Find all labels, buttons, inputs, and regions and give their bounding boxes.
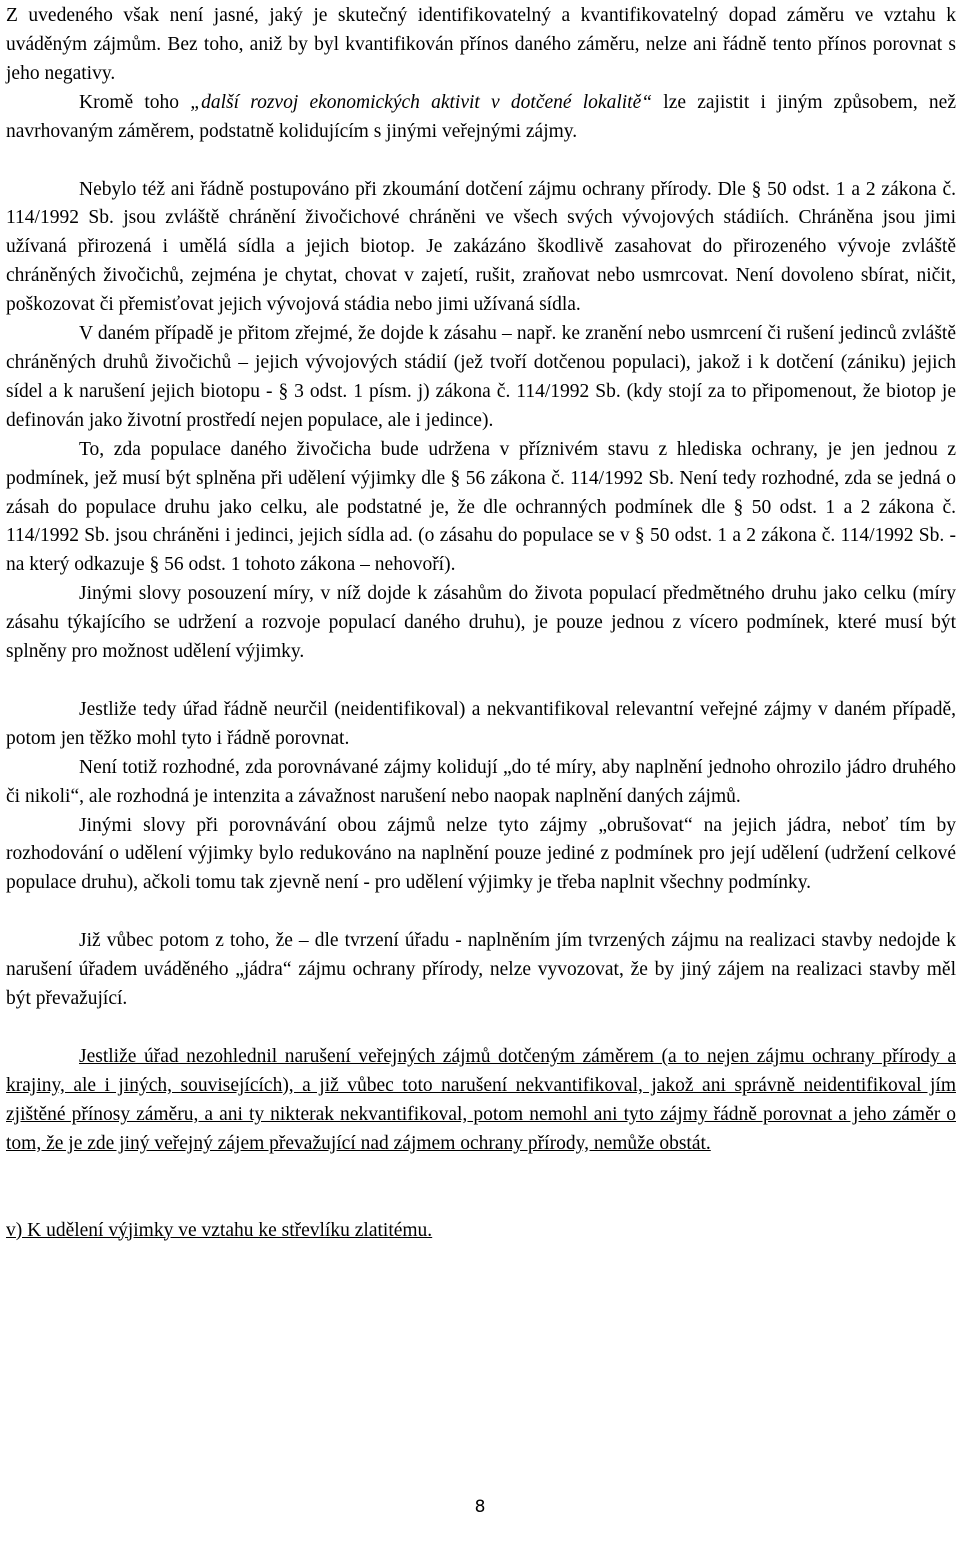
section-heading: v) K udělení výjimky ve vztahu ke střevlíku zlatitému. bbox=[6, 1219, 433, 1241]
paragraph-7: Jestliže tedy úřad řádně neurčil (neidentifikoval) a nekvantifikoval relevantní veřejné zájmy v daném případě, potom jen těžko mohl tyto i řádně porovnat. bbox=[6, 698, 956, 749]
paragraph-11-underlined: Jestliže úřad nezohlednil narušení veřejných zájmů dotčeným záměrem (a to nejen zájmu ochrany přírody a krajiny, ale i jiných, souvisejících), a již vůbec toto narušení nekvantifikoval, jakož ani správně neidentifikoval jím zjištěné přínosy záměru, a ani ty nikterak nekvantifikoval, potom nemohl ani tyto zájmy řádně porovnat a jeho záměr o tom, že je zde jiný veřejný zájem převažující nad zájmem ochrany přírody, nemůže obstát. bbox=[6, 1046, 956, 1154]
quoted-italic-phrase: „další rozvoj ekonomických aktivit v dotčené lokalitě“ bbox=[190, 91, 653, 113]
paragraph-5: To, zda populace daného živočicha bude udržena v příznivém stavu z hlediska ochrany, je jen jednou z podmínek, jež musí být splněna při udělení výjimky dle § 56 zákona č. 114/1992 Sb. Není tedy rozhodné, zda se jedná o zásah do populace druhu jako celku, ale podstatné je, že dle ochranných podmínek dle § 50 odst. 1 a 2 zákona č. 114/1992 Sb. jsou chráněni i jedinci, jejich sídla ad. (o zásahu do populace se v § 50 odst. 1 a 2 zákona č. 114/1992 Sb. - na který odkazuje § 56 odst. 1 tohoto zákona – nehovoří). bbox=[6, 438, 956, 576]
spacer bbox=[6, 147, 956, 176]
paragraph-2 bbox=[6, 89, 956, 147]
paragraph-6: Jinými slovy posouzení míry, v níž dojde k zásahům do života populací předmětného druhu jako celku (míry zásahu týkajícího se udržení a rozvoje populací daného druhu), je pouze jednou z vícero podmínek, které musí být splněny pro možnost udělení výjimky. bbox=[6, 583, 956, 663]
document-body bbox=[6, 2, 956, 1246]
paragraph-2-start: Kromě toho bbox=[79, 91, 191, 113]
paragraph-3: Nebylo též ani řádně postupováno při zkoumání dotčení zájmu ochrany přírody. Dle § 50 odst. 1 a 2 zákona č. 114/1992 Sb. jsou zvláště chránění živočichové chráněni ve všech svých vývojových stádiích. Chráněna jsou jimi užívaná přirozená i umělá sídla a jejich biotop. Je zakázáno škodlivě zasahovat do přirozeného vývoje zvláště chráněných živočichů, zejména je chytat, chovat v zajetí, rušit, zraňovat nebo usmrcovat. Není dovoleno sbírat, ničit, poškozovat či přemisťovat jejich vývojová stádia nebo jimi užívaná sídla. bbox=[6, 178, 956, 316]
spacer bbox=[6, 898, 956, 927]
paragraph-9: Jinými slovy při porovnávání obou zájmů nelze tyto zájmy „obrušovat“ na jejich jádra, neboť tím by rozhodování o udělení výjimky bylo redukováno na naplnění pouze jediné z podmínek pro její udělení (udržení celkové populace druhu), ačkoli tomu tak zjevně není - pro udělení výjimky je třeba naplnit všechny podmínky. bbox=[6, 814, 956, 894]
spacer bbox=[6, 1159, 956, 1217]
page-number: 8 bbox=[474, 1497, 486, 1517]
paragraph-4: V daném případě je přitom zřejmé, že dojde k zásahu – např. ke zranění nebo usmrcení či rušení jedinců zvláště chráněných druhů živočichů – jejich vývojových stádií (jež tvoří dotčenou populaci), jakož i k dotčení (zániku) jejich sídel a k narušení jejich biotopu - § 3 odst. 1 písm. j) zákona č. 114/1992 Sb. (kdy stojí za to připomenout, že biotop je definován jako životní prostředí nejen populace, ale i jedince). bbox=[6, 323, 956, 431]
paragraph-8: Není totiž rozhodné, zda porovnávané zájmy kolidují „do té míry, aby naplnění jednoho ohrozilo jádro druhého či nikoli“, ale rozhodná je intenzita a závažnost narušení nebo naopak naplnění daných zájmů. bbox=[6, 756, 956, 807]
spacer bbox=[6, 667, 956, 696]
paragraph-1: Z uvedeného však není jasné, jaký je skutečný identifikovatelný a kvantifikovatelný dopad záměru ve vztahu k uváděným zájmům. Bez toho, aniž by byl kvantifikován přínos daného záměru, nelze ani řádně tento přínos porovnat s jeho negativy. bbox=[6, 5, 956, 84]
paragraph-2-end: lze zajistit i jiným způsobem, než navrhovaným záměrem, podstatně kolidujícím s jinými veřejnými zájmy. bbox=[6, 91, 956, 142]
paragraph-10: Již vůbec potom z toho, že – dle tvrzení úřadu - naplněním jím tvrzených zájmu na realizaci stavby nedojde k narušení úřadem uváděného „jádra“ zájmu ochrany přírody, nelze vyvozovat, že by jiný zájem na realizaci stavby měl být převažující. bbox=[6, 930, 956, 1010]
spacer bbox=[6, 1014, 956, 1043]
